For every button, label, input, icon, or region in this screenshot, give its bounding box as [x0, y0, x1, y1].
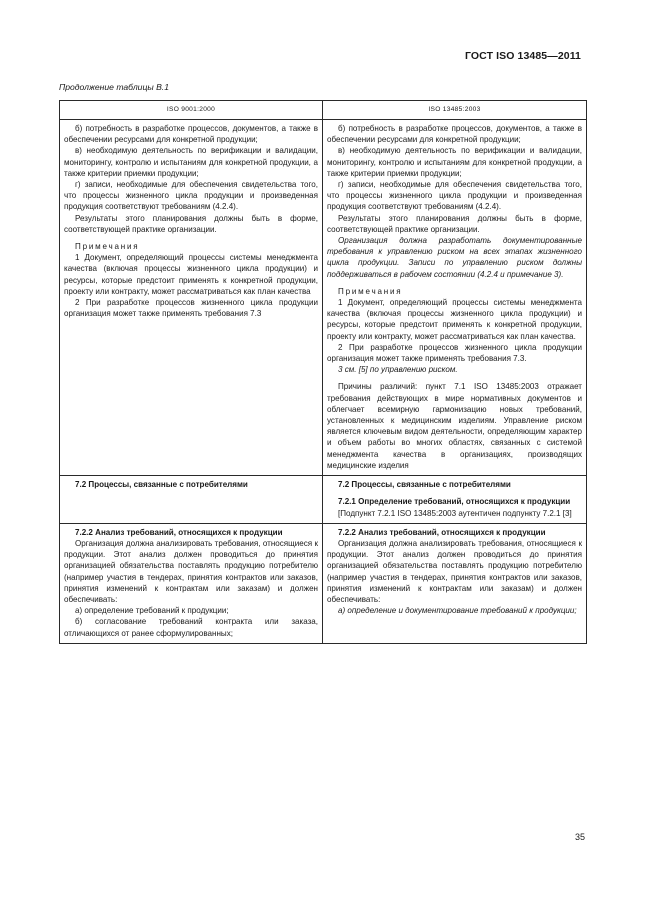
paragraph: в) необходимую деятельность по верификации и валидации, мониторингу, контролю и испытаниям для конкретной продукции, а также критерии приемки продукции;	[327, 146, 582, 178]
paragraph: б) потребность в разработке процессов, документов, а также в обеспечении ресурсами для конкретной продукции;	[327, 124, 582, 145]
note-2: 2 При разработке процессов жизненного цикла продукции организация может также применять требования 7.3	[64, 298, 318, 319]
paragraph: г) записи, необходимые для обеспечения свидетельства того, что процессы жизненного цикла продукции и произведенная продукция соответствуют требованиям (4.2.4).	[327, 180, 582, 212]
table-row	[60, 476, 587, 524]
document-code: ГОСТ ISO 13485—2011	[464, 50, 581, 62]
note-1: 1 Документ, определяющий процессы системы менеджмента качества (включая процессы жизненного цикла продукции) и ресурсы, которые предстоит применять к конкретной продукции, проекту или контракту, может рассматриваться как план качества.	[327, 298, 582, 341]
section-title: 7.2 Процессы, связанные с потребителями	[338, 480, 511, 490]
cell-row2-left	[60, 476, 323, 524]
notes-heading: Примечания	[338, 286, 403, 296]
paragraph: Организация должна анализировать требования, относящиеся к продукции. Этот анализ должен проводиться до принятия организацией обязательства поставлять продукцию потребителю (например участия в тендерах, принятия контрактов или заказов, принятия изменений к контрактам или заказам) и должен обеспечивать:	[327, 538, 582, 604]
note-2: 2 При разработке процессов жизненного цикла продукции организация может также применять требования 7.3.	[327, 342, 582, 364]
table-row	[60, 523, 587, 643]
cell-row3-left	[60, 523, 323, 643]
section-title: 7.2 Процессы, связанные с потребителями	[75, 480, 248, 490]
column-header-iso9001: ISO 9001:2000	[60, 101, 323, 120]
note-1: 1 Документ, определяющий процессы системы менеджмента качества (включая процессы жизненного цикла продукции) и ресурсы, которые предстоит применять к конкретной продукции, проекту или контракту, может рассматриваться как план качества	[64, 253, 318, 296]
cell-row1-right	[323, 120, 587, 476]
cell-row2-right	[323, 476, 587, 524]
notes-heading: Примечания	[75, 242, 140, 252]
comparison-table	[59, 100, 587, 644]
subsection-title: 7.2.2 Анализ требований, относящихся к продукции	[338, 527, 546, 537]
table-header-row	[60, 101, 587, 120]
paragraph: Результаты этого планирования должны быть в форме, соответствующей практике организации.	[64, 213, 318, 234]
cell-row3-right	[323, 523, 587, 643]
paragraph: г) записи, необходимые для обеспечения свидетельства того, что процессы жизненного цикла продукции и произведенная продукция соответствуют требованиям (4.2.4).	[64, 180, 318, 212]
differences-paragraph: Причины различий: пункт 7.1 ISO 13485:2003 отражает требования действующих в мире нормативных документов и облегчает всемирную гармонизацию новых требований, установленных к медицинским изделиям. Управление риском является ключевым видом деятельности, определяющим характер и объем работы во многих областях, связанных с системой менеджмента качества в организациях, производящих медицинские изделия	[327, 382, 582, 470]
paragraph: Результаты этого планирования должны быть в форме, соответствующей практике организации.	[327, 213, 582, 234]
paragraph: Организация должна анализировать требования, относящиеся к продукции. Этот анализ должен проводиться до принятия организацией обязательства поставлять продукцию потребителю (например участия в тендерах, принятия контрактов или заказов, принятия изменений к контрактам или заказам) и должен обеспечивать:	[64, 538, 318, 604]
subsection-title: 7.2.2 Анализ требований, относящихся к продукции	[75, 527, 283, 537]
subsection-title: 7.2.1 Определение требований, относящихся к продукции	[338, 497, 571, 507]
column-header-iso13485: ISO 13485:2003	[323, 101, 587, 120]
risk-management-paragraph: Организация должна разработать документированные требования к управлению риском на всех этапах жизненного цикла продукции. Записи по управлению риском должны поддерживаться в рабочем состоянии (4.2.4 и примечание 3).	[327, 236, 582, 279]
page-number: 35	[574, 832, 585, 842]
paragraph: б) потребность в разработке процессов, документов, а также в обеспечении ресурсами для конкретной продукции;	[64, 124, 318, 145]
list-item: а) определение требований к продукции;	[75, 606, 229, 616]
list-item: б) согласование требований контракта или заказа, отличающихся от ранее сформулированных;	[64, 617, 318, 638]
paragraph: в) необходимую деятельность по верификации и валидации, мониторингу, контролю и испытаниям для конкретной продукции, а также критерии приемки продукции;	[64, 146, 318, 178]
table-row	[60, 120, 587, 476]
note-3: 3 см. [5] по управлению риском.	[338, 365, 458, 375]
list-item: а) определение и документирование требований к продукции;	[338, 606, 577, 616]
cell-row1-left	[60, 120, 323, 476]
paragraph: [Подпункт 7.2.1 ISO 13485:2003 аутентичен подпункту 7.2.1 [3]	[338, 508, 572, 518]
table-continuation-caption: Продолжение таблицы В.1	[59, 82, 169, 92]
